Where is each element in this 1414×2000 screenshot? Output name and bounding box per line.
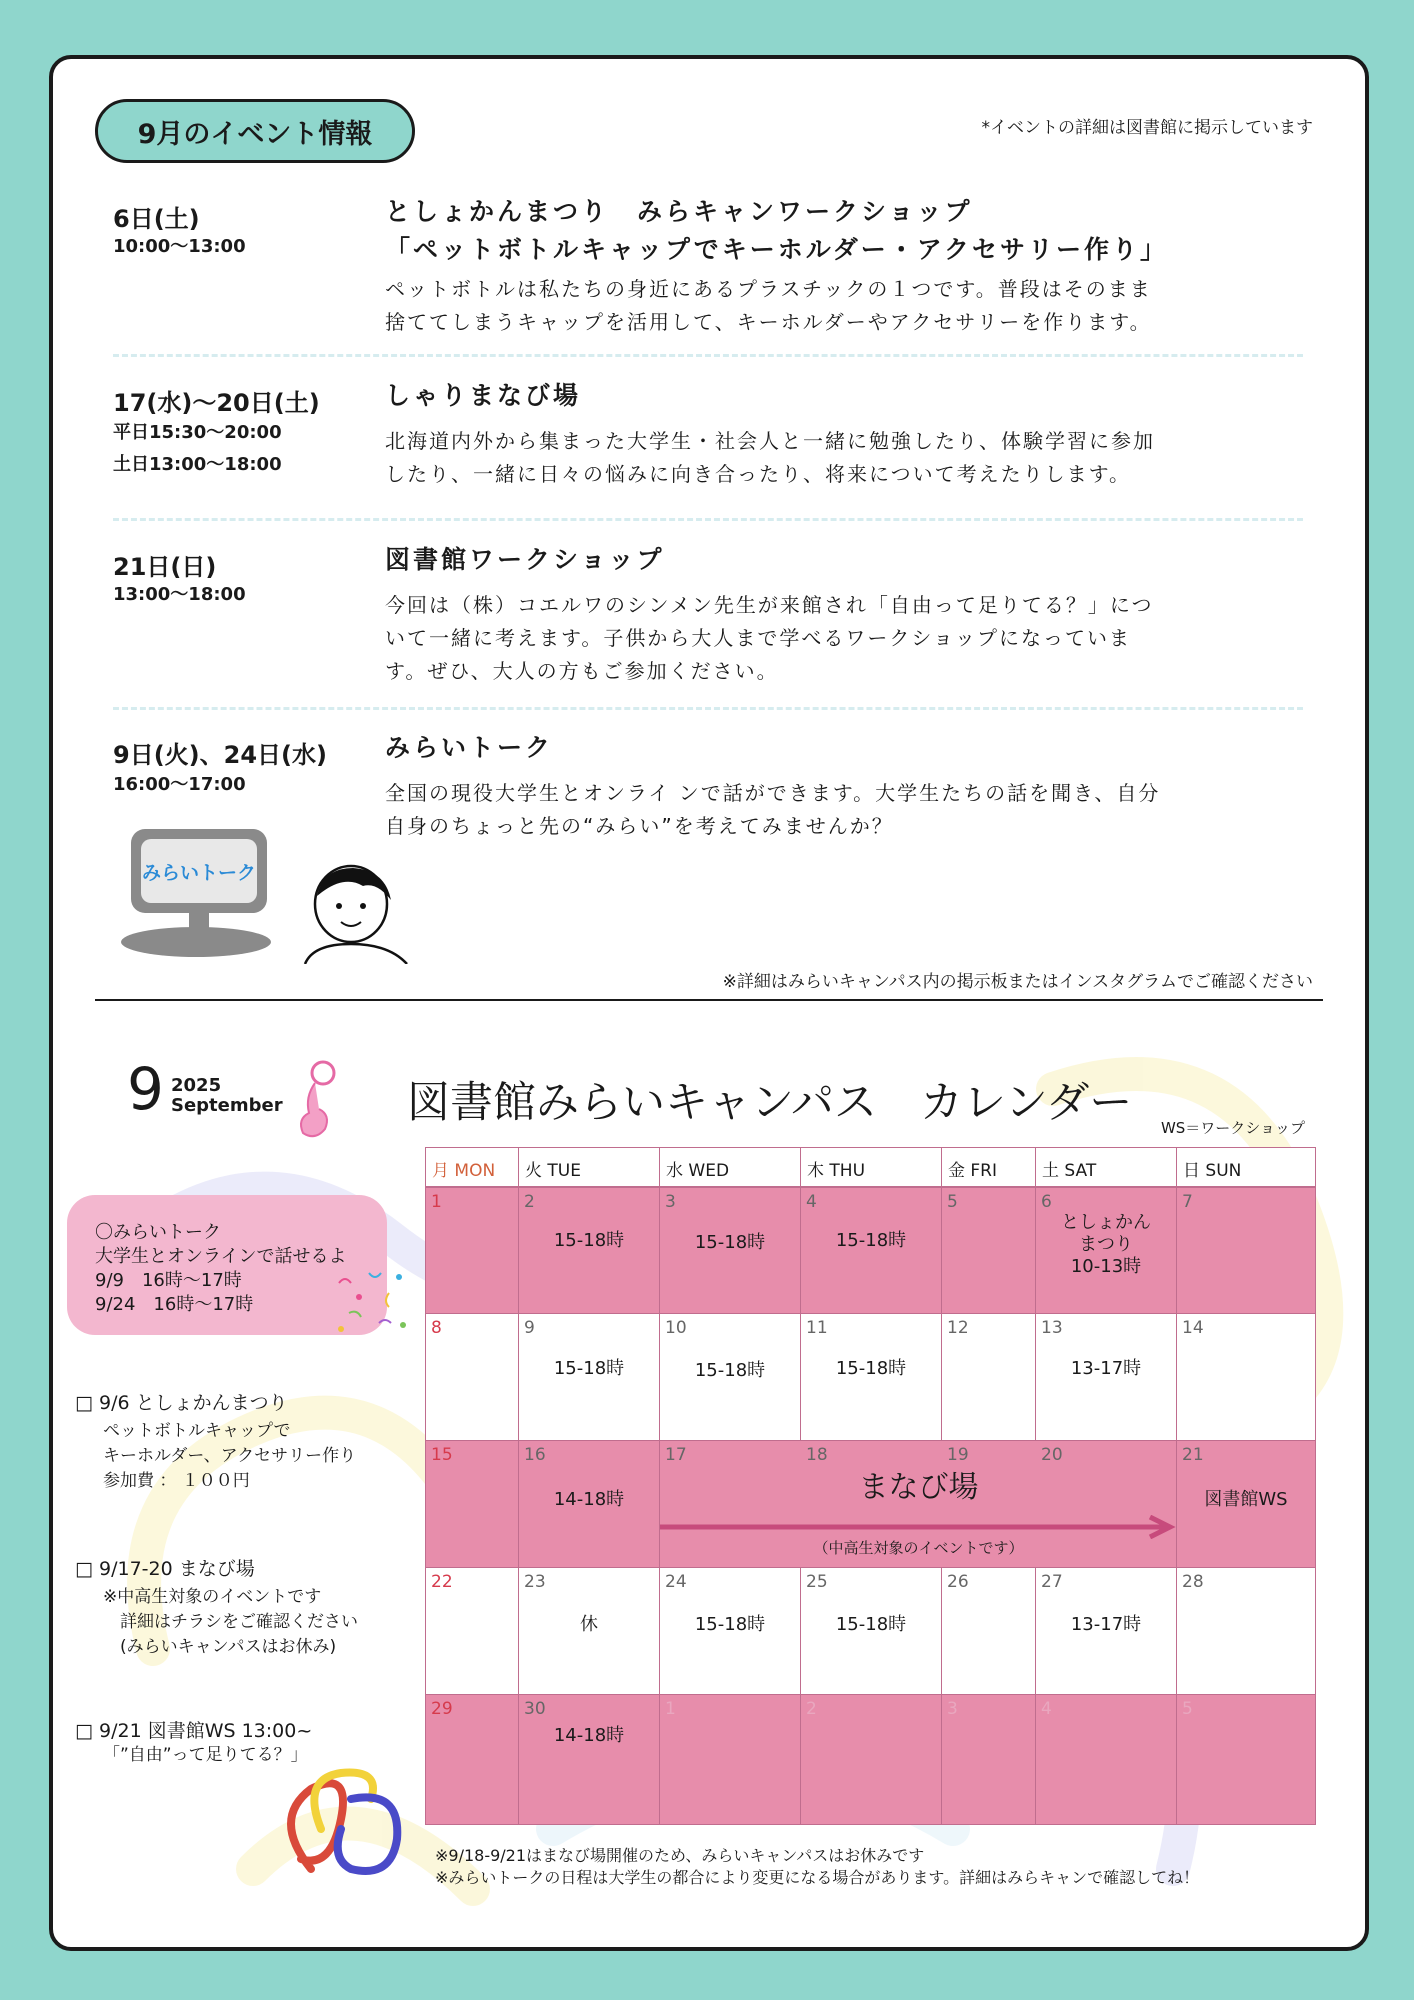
day-cell: 28 (1176, 1567, 1316, 1695)
header-wed: 水 WED (659, 1147, 801, 1187)
manabiba-arrow-icon (660, 1515, 1179, 1539)
ws-legend: WS＝ワークショップ (1160, 1119, 1305, 1137)
divider (113, 518, 1303, 521)
day-cell: 1 (425, 1187, 519, 1314)
flower-doodle-icon (285, 1057, 343, 1145)
event-3-time: 13:00〜18:00 (113, 584, 246, 605)
day-cell: 3 15-18時 (659, 1187, 801, 1314)
event-2-description: 北海道内外から集まった大学生・社会人と一緒に勉強したり、体験学習に参加 したり、一緒に日々の悩みに向き合ったり、将来について考えたりします。 (385, 429, 1155, 486)
details-posted-note: *イベントの詳細は図書館に掲示しています (981, 118, 1313, 138)
calendar-month-number: 9 (127, 1055, 164, 1123)
monitor-logo: みらいトーク (141, 839, 257, 903)
day-cell: 8 (425, 1313, 519, 1441)
day-cell: 16 14-18時 (518, 1440, 660, 1568)
day-cell: 12 (941, 1313, 1036, 1441)
event-1-title: としょかんまつり みらキャンワークショップ 「ペットボトルキャップでキーホルダー・アクセサリー作り」 (385, 197, 1169, 264)
day-cell: 2 (800, 1694, 942, 1825)
day-cell: 3 (941, 1694, 1036, 1825)
day-cell: 7 (1176, 1187, 1316, 1314)
header-thu: 木 THU (800, 1147, 942, 1187)
calendar-title: 図書館みらいキャンパス カレンダー (407, 1078, 1133, 1128)
loop-doodle-icon (271, 1759, 411, 1889)
flyer-card (49, 55, 1369, 1951)
event-4-date: 9日(火)、24日(水) (113, 741, 327, 769)
instagram-note: ※詳細はみらいキャンパス内の掲示板またはインスタグラムでご確認ください (722, 972, 1313, 992)
header-tue: 火 TUE (518, 1147, 660, 1187)
day-cell: 27 13-17時 (1035, 1567, 1177, 1695)
event-3-date: 21日(日) (113, 553, 217, 581)
sidebar-item-library-ws: □ 9/21 図書館WS 13:00~ 「”自由”って足りてる？」 (75, 1720, 313, 1765)
event-4-title: みらいトーク (385, 733, 554, 762)
day-cell: 26 (941, 1567, 1036, 1695)
sidebar-item-manabiba: □ 9/17-20 まなび場 ※中高生対象のイベントです 詳細はチラシをご確認ください (みらいキャンパスはお休み) (75, 1558, 358, 1657)
day-cell: 24 15-18時 (659, 1567, 801, 1695)
event-3-description: 今回は（株）コエルワのシンメン先生が来館され「自由って足りてる？」につ いて一緒に考えます。子供から大人まで学べるワークショップになっていま す。ぜひ、大人の方もご参加ください。 (385, 593, 1154, 683)
confetti-icon (329, 1263, 415, 1343)
event-4-description: 全国の現役大学生とオンライ ンで話ができます。大学生たちの話を聞き、自分 自身のちょっと先の“みらい”を考えてみませんか？ (385, 781, 1161, 838)
footer-notes: ※9/18-9/21はまなび場開催のため、みらいキャンパスはお休みです ※みらいトークの日程は大学生の都合により変更になる場合があります。詳細はみらキャンで確認してね！ (435, 1846, 1200, 1887)
day-cell: 1 (659, 1694, 801, 1825)
divider (113, 354, 1303, 357)
manabiba-sub: （中高生対象のイベントです） (813, 1539, 1024, 1557)
event-3-title: 図書館ワークショップ (385, 545, 665, 574)
day-cell: 14 (1176, 1313, 1316, 1441)
day-cell: 21 図書館WS (1176, 1440, 1316, 1568)
day-cell: 9 15-18時 (518, 1313, 660, 1441)
header-mon: 月 MON (425, 1147, 519, 1187)
day-cell: 13 13-17時 (1035, 1313, 1177, 1441)
day-cell: 25 15-18時 (800, 1567, 942, 1695)
day-cell: 15 (425, 1440, 519, 1568)
divider (113, 707, 1303, 710)
event-4-time: 16:00〜17:00 (113, 774, 246, 795)
day-cell: 5 (941, 1187, 1036, 1314)
header-sun: 日 SUN (1176, 1147, 1316, 1187)
day-cell: 2 15-18時 (518, 1187, 660, 1314)
day-cell: 6 としょかん まつり 10-13時 (1035, 1187, 1177, 1314)
section-divider (95, 999, 1323, 1001)
event-info-badge: 9月のイベント情報 (95, 99, 415, 163)
day-cell: 29 (425, 1694, 519, 1825)
event-2-time: 平日15:30〜20:00 土日13:00〜18:00 (113, 422, 282, 475)
day-cell: 5 (1176, 1694, 1316, 1825)
day-cell: 4 (1035, 1694, 1177, 1825)
person-illustration (303, 864, 413, 964)
event-1-description: ペットボトルは私たちの身近にあるプラスチックの１つです。普段はそのまま 捨ててしまうキャップを活用して、キーホルダーやアクセサリーを作ります。 (385, 277, 1152, 334)
monitor-illustration (121, 829, 261, 939)
manabiba-span-cell: 17 18 19 20 まなび場 （中高生対象のイベントです） (659, 1440, 1178, 1568)
day-cell: 11 15-18時 (800, 1313, 942, 1441)
event-1-date: 6日(土) (113, 205, 200, 233)
day-cell: 4 15-18時 (800, 1187, 942, 1314)
event-2-title: しゃりまなび場 (385, 381, 582, 410)
day-cell: 23 休 (518, 1567, 660, 1695)
manabiba-label: まなび場 (858, 1470, 979, 1505)
day-cell: 30 14-18時 (518, 1694, 660, 1825)
day-cell: 10 15-18時 (659, 1313, 801, 1441)
header-sat: 土 SAT (1035, 1147, 1177, 1187)
calendar-year-label: 2025 September (171, 1075, 283, 1116)
sidebar-item-festival: □ 9/6 としょかんまつり ペットボトルキャップで キーホルダー、アクセサリー作り 参加費 ： １００円 (75, 1392, 357, 1491)
day-cell: 22 (425, 1567, 519, 1695)
calendar-grid (425, 1147, 1316, 1825)
mirai-talk-box: 〇みらいトーク 大学生とオンラインで話せるよ 9/9 16時〜17時 9/24 16時〜17時 (67, 1195, 387, 1335)
event-2-date: 17(水)〜20日(土) (113, 389, 320, 417)
header-fri: 金 FRI (941, 1147, 1036, 1187)
event-1-time: 10:00〜13:00 (113, 236, 246, 257)
